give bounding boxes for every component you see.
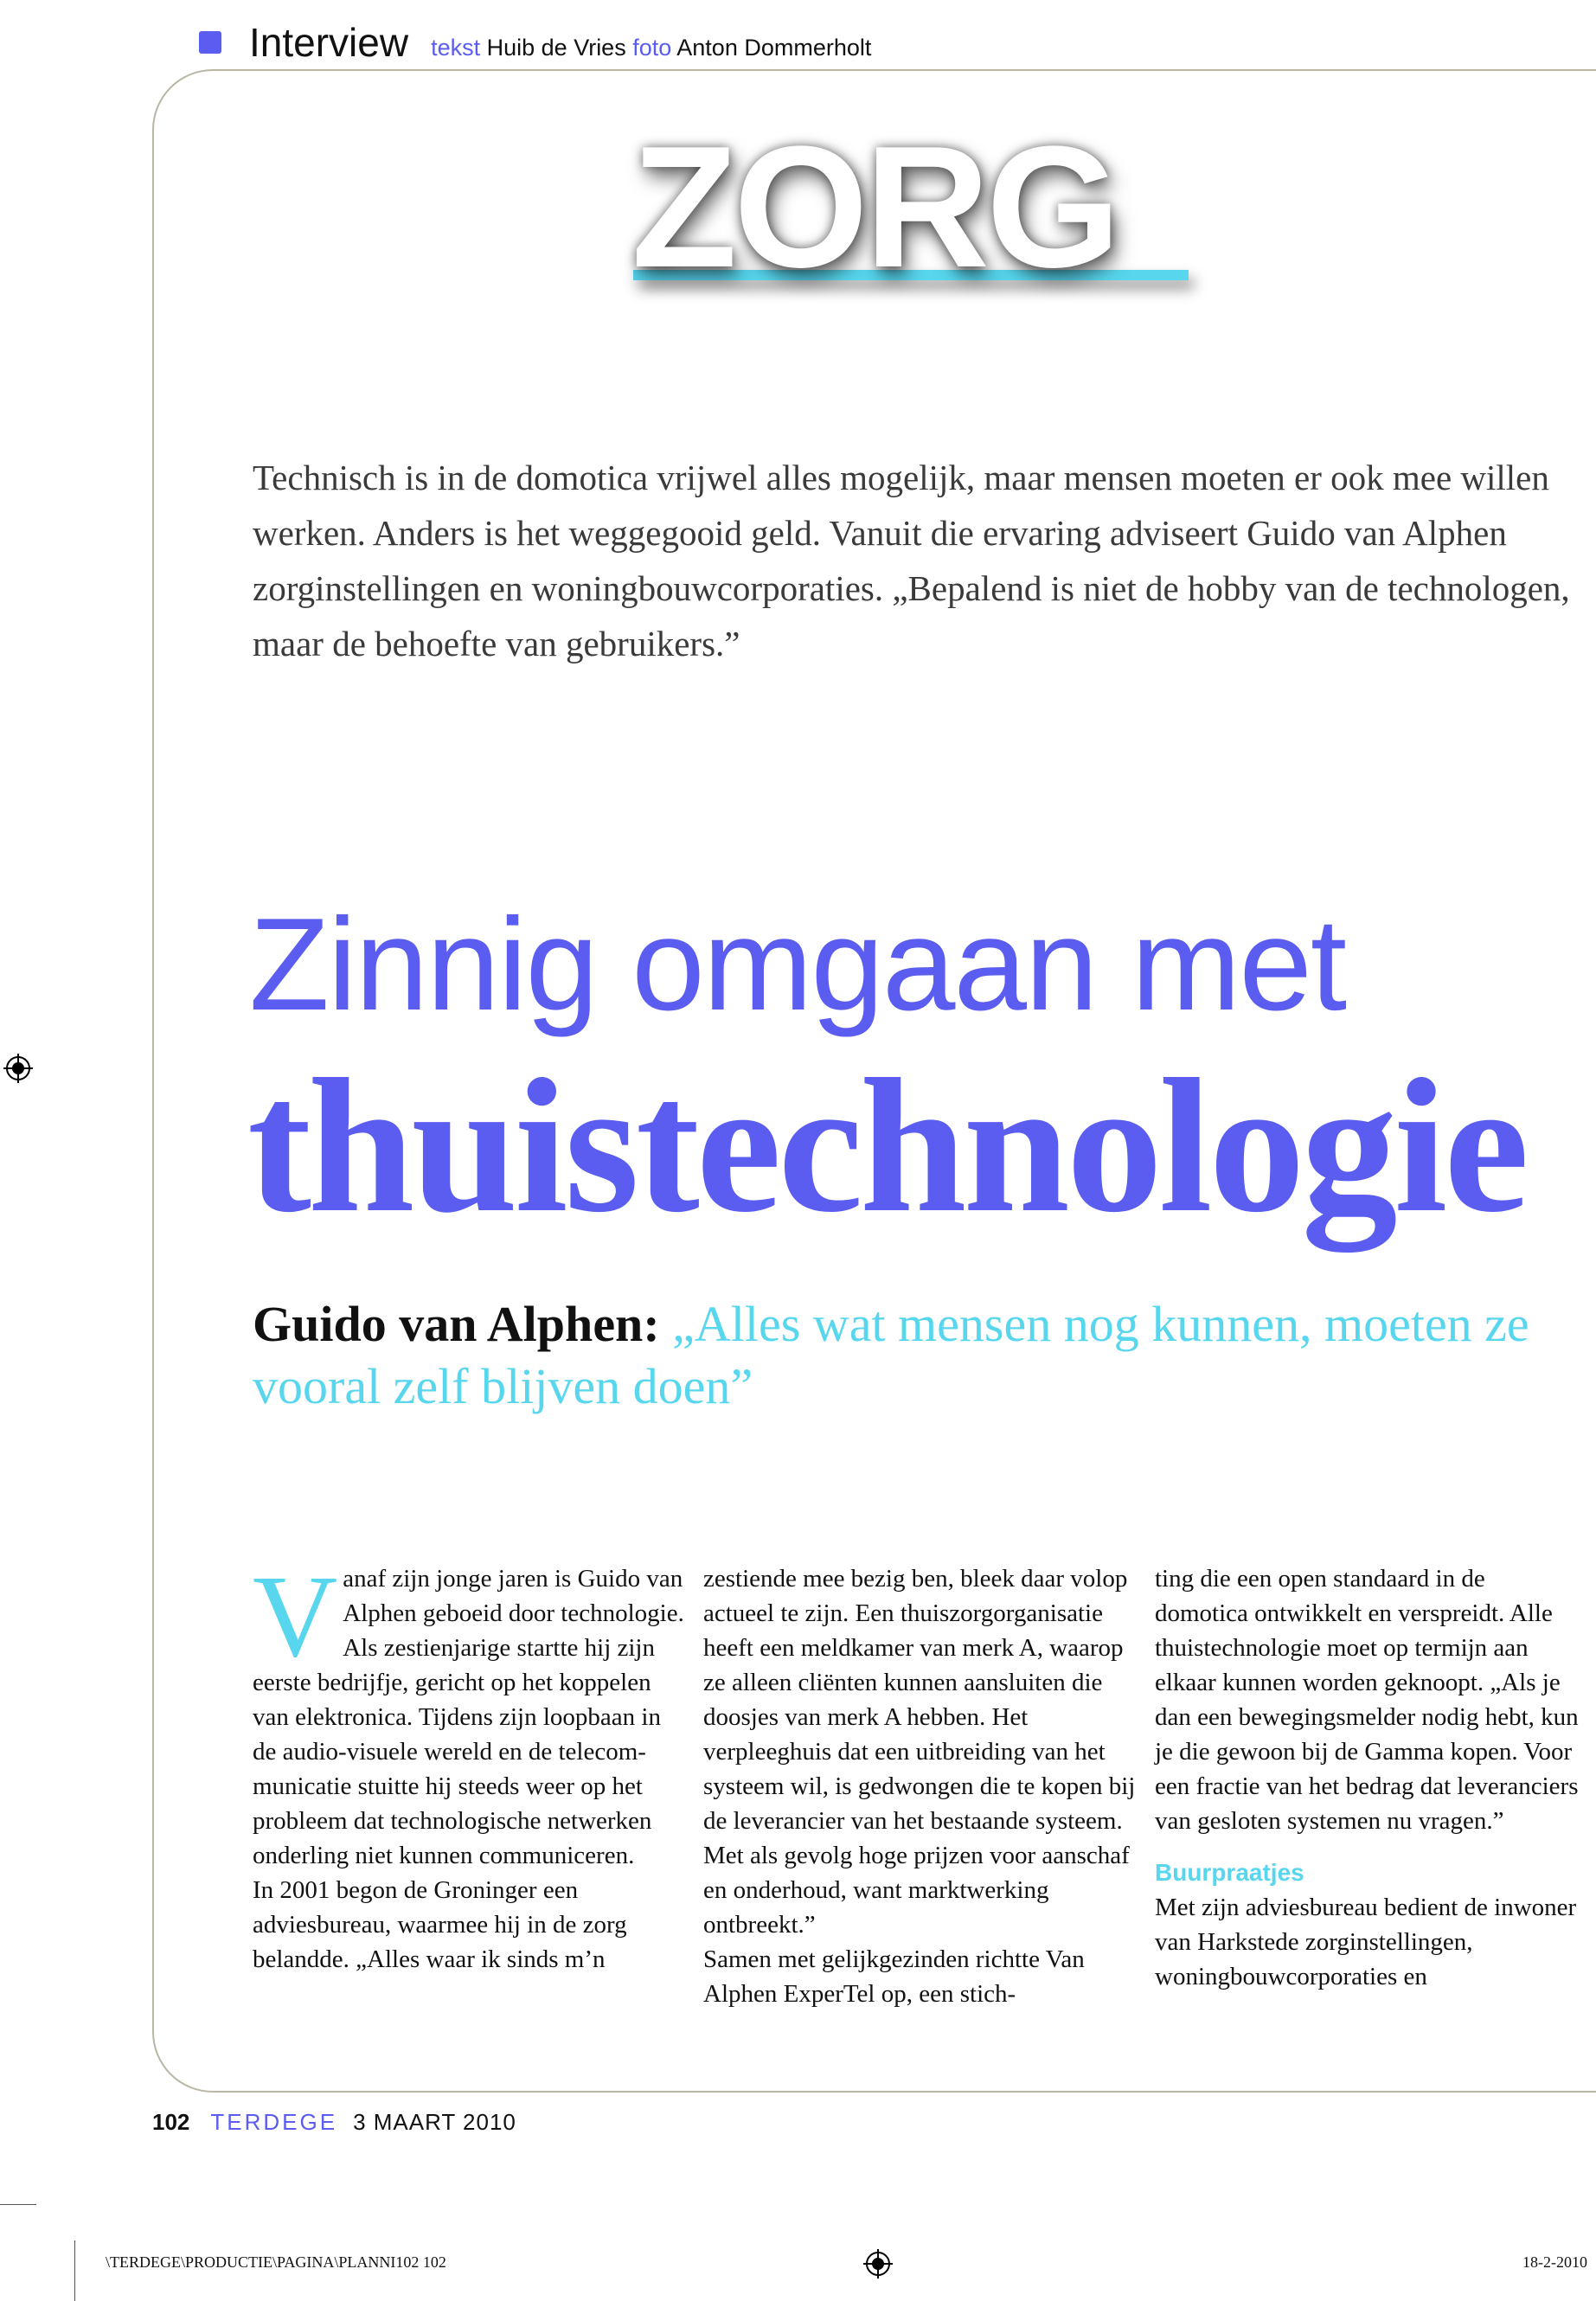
body-column-1 bbox=[253, 1552, 685, 1977]
body-paragraph: ting die een open standaard in de domotica ontwikkelt en verspreidt. Alle thuistechnologie moet op termijn aan elkaar kunnen worden geknoopt. „Als je dan een bewegingsmelder nodig hebt, kun je die gewoon bij de Gamma kopen. Voor een fractie van het bedrag dat leveranciers van gesloten systemen nu vragen.” bbox=[1155, 1565, 1579, 1835]
headline-line-2: thuistechnologie bbox=[247, 1040, 1526, 1253]
crop-mark bbox=[0, 2204, 36, 2205]
page-folio bbox=[152, 2109, 516, 2136]
section-title: Interview bbox=[249, 20, 409, 65]
zorg-logo bbox=[631, 111, 1194, 304]
body-paragraph: anaf zijn jonge jaren is Guido van Alphen geboeid door technologie. Als zestienjarige startte hij zijn eerste bedrijfje, gericht op het koppelen van elektronica. Tijdens zijn loopbaan in de audio-visuele wereld en de telecommunicatie stuitte hij steeds weer op het probleem dat technologische netwerken onderling niet kunnen communiceren. bbox=[253, 1565, 684, 1869]
photo-credit-label: foto bbox=[632, 34, 672, 61]
text-credit-label: tekst bbox=[431, 34, 481, 61]
headline-line-1: Zinnig omgaan met bbox=[249, 891, 1346, 1038]
subhead-name: Guido van Alphen: bbox=[253, 1296, 660, 1352]
section-marker-square bbox=[199, 31, 221, 54]
body-paragraph: zestiende mee bezig ben, bleek daar volop actueel te zijn. Een thuiszorgorganisatie heeft een meldkamer van merk A, waarop ze alleen cliënten kunnen aansluiten die doosjes van merk A hebben. Het verpleeghuis dat een uitbreiding van het systeem wil, is gedwongen die te kopen bij de leverancier van het bestaande systeem. Met als gevolg hoge prijzen voor aanschaf en onderhoud, want marktwerking ontbreekt.” bbox=[703, 1565, 1136, 1939]
body-column-3 bbox=[1155, 1561, 1579, 1994]
registration-mark-icon bbox=[3, 1054, 33, 1083]
body-paragraph: Samen met gelijkgezinden richtte Van Alphen ExperTel op, een stich- bbox=[703, 1945, 1085, 2008]
section-subheading: Buurpraatjes bbox=[1155, 1859, 1304, 1886]
credits bbox=[431, 35, 871, 61]
body-paragraph: Met zijn adviesbureau bedient de inwoner van Harkstede zorginstellingen, woningbouwcorporaties en bbox=[1155, 1894, 1577, 1990]
intro-paragraph: Technisch is in de domotica vrijwel alles mogelijk, maar mensen moeten er ook mee willen werken. Anders is het weggegooid geld. Vanuit die ervaring adviseert Guido van Alphen zorginstellingen en woningbouwcorporaties. „Bepalend is niet de hobby van de technologen, maar de behoefte van gebruikers.” bbox=[253, 458, 1570, 663]
body-column-2 bbox=[703, 1561, 1136, 2011]
author-name: Huib de Vries bbox=[486, 34, 626, 61]
registration-mark-icon bbox=[863, 2249, 893, 2279]
article-header bbox=[199, 12, 871, 73]
drop-cap: V bbox=[253, 1552, 338, 1682]
body-paragraph: In 2001 begon de Groninger een adviesbureau, waarmee hij in de zorg belandde. „Alles waar ik sinds m’n bbox=[253, 1876, 627, 1973]
logo-word: ZORG bbox=[631, 111, 1118, 304]
issue-date: 3 MAART 2010 bbox=[353, 2109, 516, 2135]
subheadline bbox=[253, 1293, 1533, 1418]
magazine-name: TERDEGE bbox=[210, 2109, 338, 2135]
print-slug-date: 18-2-2010 bbox=[1522, 2253, 1587, 2271]
subhead-quote: „Alles wat mensen nog kunnen, moeten ze vooral zelf blijven doen” bbox=[253, 1296, 1529, 1414]
photographer-name: Anton Dommerholt bbox=[676, 34, 872, 61]
print-slug-path: \TERDEGE\PRODUCTIE\PAGINA\PLANNI102 102 bbox=[106, 2253, 446, 2271]
page-number: 102 bbox=[152, 2109, 190, 2135]
crop-mark bbox=[74, 2240, 75, 2301]
